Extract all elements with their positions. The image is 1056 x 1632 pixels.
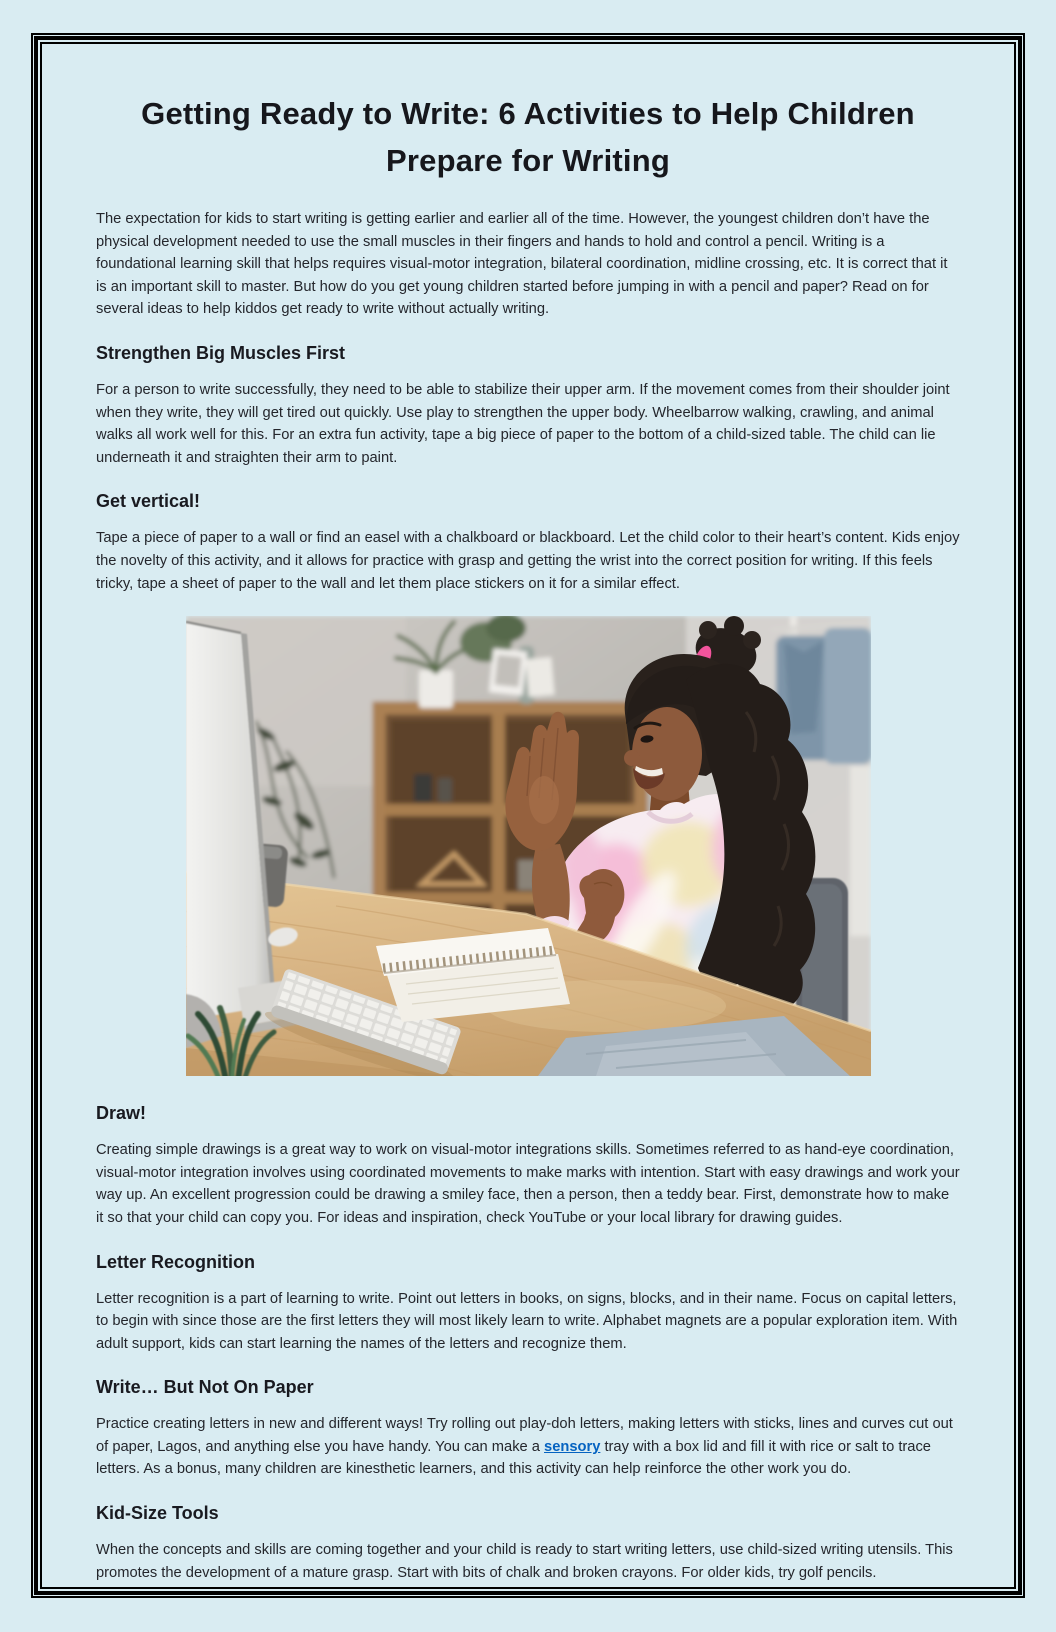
section-heading-write-not-on-paper: Write… But Not On Paper [96,1377,314,1398]
section-paragraph-write-not-on-paper [96,1413,960,1481]
intro-paragraph: The expectation for kids to start writing is getting earlier and earlier all of the time. However, the youngest children don’t have the physical development needed to use the small muscles in their fingers and hands to hold and control a pencil. Writing is a foundational learning skill that helps requires visual-motor integration, bilateral coordination, midline crossing, etc. It is correct that it is an important skill to master. But how do you get young children started before jumping in with a pencil and paper? Read on for several ideas to help kiddos get ready to write without actually writing. [96,211,948,318]
page-content-area [40,42,1016,1589]
section-paragraph-strengthen-big-muscles: For a person to write successfully, they need to be able to stabilize their upper arm. If the movement comes from their shoulder joint when they write, they will get tired out quickly. Use play to strengthen the upper body. Wheelbarrow walking, crawling, and animal walks all work well for this. For an extra fun activity, tape a big piece of paper to the bottom of a child-sized table. The child can lie underneath it and straighten their arm to paint. [96,381,950,466]
section-heading-draw: Draw! [96,1103,147,1124]
section-paragraph-letter-recognition: Letter recognition is a part of learning to write. Point out letters in books, on signs, blocks, and in their name. Focus on capital letters, to begin with since those are the first letters they will most likely learn to write. Alphabet magnets are a popular exploration item. With adult support, kids can start learning the names of the letters and recognize them. [96,1290,958,1352]
section-paragraph-get-vertical: Tape a piece of paper to a wall or find an easel with a chalkboard or blackboard. Let the child color to their heart’s content. Kids enjoy the novelty of this activity, and it allows for practice with grasp and getting the wrist into the correct position for writing. If this feels tricky, tape a sheet of paper to the wall and let them place stickers on it for a similar effect. [96,530,960,592]
sensory-link[interactable]: sensory [544,1438,601,1455]
page-border-frame [31,33,1025,1598]
photo-illustration [186,616,871,1076]
photo-white-pot [419,670,453,708]
photo-white-garment [850,766,871,936]
article-photo [96,616,960,1076]
paragraph-text-before-link: Practice creating letters in new and different ways! Try rolling out play-doh letters, making letters with sticks, lines and curves cut out of paper, Lagos, and anything else you have handy. You can make a [96,1416,953,1455]
paragraph-text-after-link: tray with a box lid and fill it with rice or salt to trace letters. As a bonus, many children are kinesthetic learners, and this activity can help reinforce the other work you do. [96,1438,931,1478]
page-title: Getting Ready to Write: 6 Activities to Help Children Prepare for Writing [141,96,915,178]
section-heading-kid-size-tools: Kid-Size Tools [96,1503,219,1524]
section-paragraph-kid-size-tools: When the concepts and skills are coming together and your child is ready to start writing letters, use child-sized writing utensils. This promotes the development of a mature grasp. Start with bits of chalk and broken crayons. For older kids, try golf pencils. [96,1542,953,1581]
section-heading-get-vertical: Get vertical! [96,491,201,512]
section-heading-strengthen-big-muscles: Strengthen Big Muscles First [96,342,346,363]
section-paragraph-draw: Creating simple drawings is a great way to work on visual-motor integrations skills. Sometimes referred to as hand-eye coordination, visual-motor integration involves using coordinated movements to make marks with intention. Start with easy drawings and work your way up. An excellent progression could be drawing a smiley face, then a person, then a teddy bear. First, demonstrate how to make it so that your child can copy you. For ideas and inspiration, check YouTube or your local library for drawing guides. [96,1142,960,1226]
section-heading-letter-recognition: Letter Recognition [96,1251,256,1272]
page-border-frame-middle [34,36,1022,1595]
